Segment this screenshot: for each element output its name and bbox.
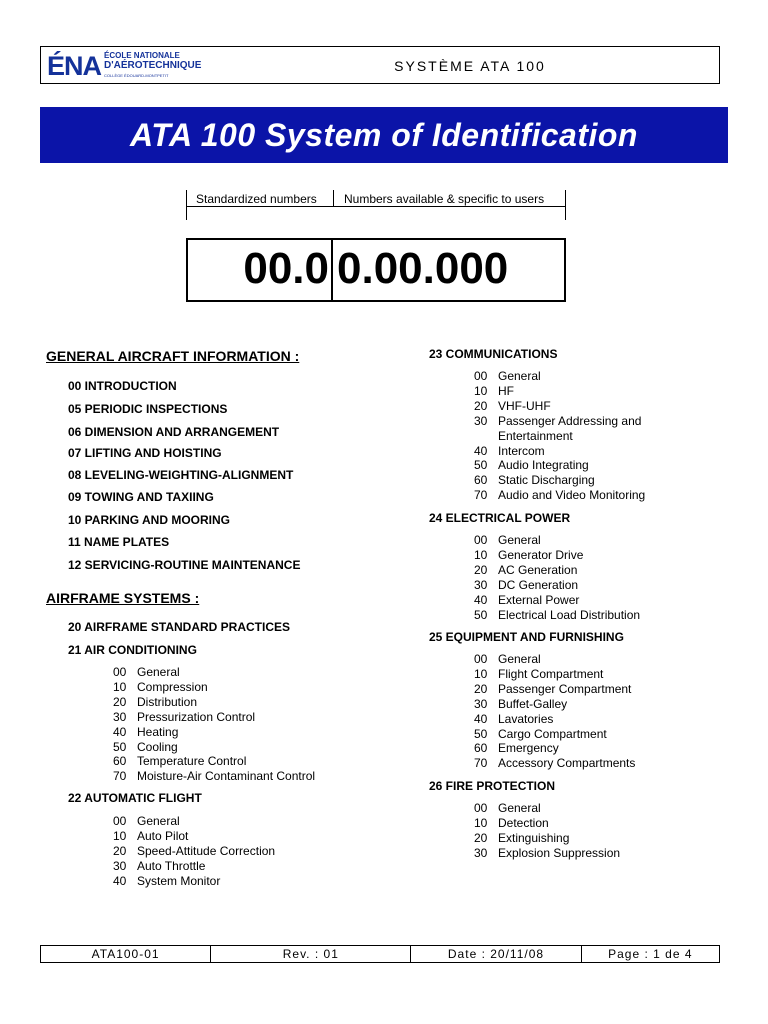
sub-item-number: 20	[474, 681, 488, 696]
sub-item-label: Electrical Load Distribution	[498, 607, 641, 622]
header-box	[40, 46, 720, 84]
sub-item-number: 40	[474, 711, 488, 726]
general-item: 06 DIMENSION AND ARRANGEMENT	[68, 425, 280, 439]
sub-item-number: 00	[474, 801, 488, 815]
sub-item-number: 10	[474, 383, 488, 398]
sub-item-label: Temperature Control	[137, 754, 247, 769]
sub-item-number: 10	[113, 679, 127, 694]
sub-item	[474, 682, 631, 696]
logo-line1: ÉCOLE NATIONALE	[104, 51, 180, 60]
sub-item-label: Audio Integrating	[498, 458, 589, 473]
sub-item-number: 10	[474, 815, 488, 830]
sub-item	[113, 829, 188, 843]
sub-item-label: Audio and Video Monitoring	[498, 488, 646, 503]
legend-standardized: Standardized numbers	[196, 192, 317, 206]
footer-revision: Rev. : 01	[211, 946, 411, 962]
sub-item	[113, 710, 255, 724]
sub-item-number: 40	[474, 443, 488, 458]
sub-item-number: 20	[474, 562, 488, 577]
sub-item-label: Flight Compartment	[498, 666, 604, 681]
sub-item-number: 10	[474, 547, 488, 562]
general-item: 07 LIFTING AND HOISTING	[68, 446, 222, 460]
sub-item-label: Entertainment	[498, 428, 573, 443]
sub-item-number: 00	[474, 533, 488, 547]
legend-tick-right	[565, 190, 566, 220]
sub-item-label: Lavatories	[498, 711, 554, 726]
logo-line3: COLLÈGE ÉDOUARD-MONTPETIT	[104, 73, 169, 78]
sub-item-label: Auto Throttle	[137, 859, 206, 873]
sub-item-number: 10	[474, 666, 488, 681]
sub-item-label: Buffet-Galley	[498, 696, 568, 711]
general-item: 09 TOWING AND TAXIING	[68, 490, 214, 504]
document-title: SYSTÈME ATA 100	[394, 58, 546, 74]
sub-item	[474, 369, 541, 383]
sub-item	[474, 608, 640, 622]
sub-item	[113, 769, 315, 783]
general-item: 00 INTRODUCTION	[68, 379, 177, 393]
sub-item	[474, 593, 579, 607]
sub-item-label: Cargo Compartment	[498, 726, 607, 741]
sub-item	[113, 740, 178, 754]
sub-item-label: General	[498, 801, 541, 815]
general-heading: GENERAL AIRCRAFT INFORMATION :	[46, 348, 300, 364]
sub-item-label: Explosion Suppression	[498, 845, 621, 860]
sub-item	[113, 725, 178, 739]
sub-item-number: 20	[474, 398, 488, 413]
sub-item	[113, 754, 246, 768]
code-standard-part: 00.0	[243, 244, 329, 293]
sub-item	[474, 712, 553, 726]
sub-item-number: 60	[474, 473, 488, 488]
sub-item	[474, 816, 549, 830]
airframe-item-20: 20 AIRFRAME STANDARD PRACTICES	[68, 620, 291, 634]
sub-item-label: General	[498, 533, 541, 547]
sub-item-label: Auto Pilot	[137, 829, 189, 843]
sub-item-label: HF	[498, 383, 514, 398]
sub-item-number: 30	[474, 413, 488, 428]
logo-line2: D'AÉROTECHNIQUE	[104, 60, 202, 71]
sub-item-label: Heating	[137, 724, 179, 739]
sub-item-label: General	[137, 665, 180, 679]
sub-item	[474, 727, 607, 741]
sub-item	[113, 859, 205, 873]
chapter-24: 24 ELECTRICAL POWER	[429, 511, 571, 525]
sub-item	[474, 473, 595, 487]
sub-item-label: Moisture-Air Contaminant Control	[137, 769, 316, 784]
sub-item-label: Static Discharging	[498, 473, 595, 488]
sub-item-number: 50	[113, 739, 127, 754]
sub-item	[474, 548, 583, 562]
sub-item-label: General	[137, 814, 180, 828]
sub-item-number: 40	[113, 724, 127, 739]
chapter-23: 23 COMMUNICATIONS	[429, 347, 558, 361]
sub-item	[113, 665, 180, 679]
sub-item-label: General	[498, 369, 541, 383]
general-item: 05 PERIODIC INSPECTIONS	[68, 402, 228, 416]
sub-item	[474, 652, 541, 666]
sub-item-number: 40	[474, 592, 488, 607]
sub-item-number: 70	[474, 756, 488, 771]
sub-item	[474, 399, 551, 413]
sub-item-number: 70	[474, 488, 488, 503]
sub-item-number: 30	[113, 709, 127, 724]
sub-item	[474, 697, 567, 711]
legend-tick-mid	[333, 190, 334, 206]
sub-item	[113, 680, 208, 694]
sub-item-number: 30	[474, 577, 488, 592]
sub-item-number: 30	[474, 845, 488, 860]
sub-item-number: 70	[113, 769, 127, 784]
sub-item-number: 10	[113, 829, 127, 843]
sub-item-number: 00	[113, 814, 127, 828]
sub-item-number: 30	[113, 859, 127, 873]
sub-item-label: Cooling	[137, 739, 178, 754]
sub-item	[474, 831, 569, 845]
sub-item-label: Accessory Compartments	[498, 756, 636, 771]
sub-item	[474, 429, 573, 443]
sub-item-label: Speed-Attitude Correction	[137, 844, 276, 858]
airframe-item-21: 21 AIR CONDITIONING	[68, 643, 197, 657]
sub-item-number: 00	[474, 369, 488, 383]
sub-item-label: DC Generation	[498, 577, 579, 592]
sub-item	[474, 667, 603, 681]
sub-item	[474, 444, 545, 458]
sub-item	[474, 756, 635, 770]
general-item: 08 LEVELING-WEIGHTING-ALIGNMENT	[68, 468, 294, 482]
chapter-26: 26 FIRE PROTECTION	[429, 779, 556, 793]
legend-tick-left	[186, 190, 187, 220]
sub-item-label: External Power	[498, 592, 580, 607]
airframe-item-22: 22 AUTOMATIC FLIGHT	[68, 791, 202, 805]
logo-mark: ÉNA	[47, 51, 102, 81]
sub-item	[474, 488, 645, 502]
footer-table	[40, 945, 720, 963]
sub-item-label: Pressurization Control	[137, 709, 256, 724]
sub-item	[474, 384, 514, 398]
sub-item-label: Compression	[137, 679, 208, 694]
footer-page: Page : 1 de 4	[608, 947, 693, 961]
code-user-part: 0.00.000	[337, 244, 509, 293]
sub-item-number: 20	[113, 694, 127, 709]
sub-item-number: 20	[113, 844, 127, 858]
general-item: 11 NAME PLATES	[68, 535, 170, 549]
sub-item	[474, 414, 641, 428]
sub-item-label: AC Generation	[498, 562, 578, 577]
sub-item	[113, 695, 197, 709]
sub-item	[474, 533, 541, 547]
sub-item-label: Detection	[498, 815, 549, 830]
sub-item	[474, 563, 577, 577]
airframe-heading: AIRFRAME SYSTEMS :	[46, 590, 200, 606]
sub-item-label: Emergency	[498, 741, 559, 756]
sub-item-label: Intercom	[498, 443, 545, 458]
sub-item	[474, 801, 541, 815]
sub-item-number: 60	[113, 754, 127, 769]
sub-item-label: Extinguishing	[498, 830, 570, 845]
sub-item-label: Passenger Addressing and	[498, 413, 642, 428]
ena-logo	[47, 53, 201, 79]
sub-item-label: Generator Drive	[498, 547, 584, 562]
sub-item-label: General	[498, 652, 541, 666]
sub-item-number: 30	[474, 696, 488, 711]
sub-item-label: Passenger Compartment	[498, 681, 632, 696]
general-item: 12 SERVICING-ROUTINE MAINTENANCE	[68, 558, 301, 572]
sub-item-label: System Monitor	[137, 874, 221, 888]
title-banner	[40, 107, 728, 163]
sub-item-label: Distribution	[137, 694, 198, 709]
sub-item-label: VHF-UHF	[498, 398, 551, 413]
sub-item	[474, 741, 559, 755]
sub-item	[113, 844, 275, 858]
banner-title: ATA 100 System of Identification	[130, 117, 638, 153]
footer-date: Date : 20/11/08	[411, 946, 581, 962]
legend-user-specific: Numbers available & specific to users	[344, 192, 545, 206]
sub-item	[474, 578, 578, 592]
footer-doc-id: ATA100-01	[41, 946, 211, 962]
sub-item-number: 20	[474, 830, 488, 845]
sub-item-number: 00	[113, 665, 127, 679]
sub-item	[474, 458, 589, 472]
sub-item	[113, 814, 180, 828]
sub-item-number: 00	[474, 652, 488, 666]
sub-item-number: 50	[474, 607, 488, 622]
general-item: 10 PARKING AND MOORING	[68, 513, 231, 527]
sub-item-number: 50	[474, 726, 488, 741]
sub-item	[474, 846, 620, 860]
code-divider	[331, 238, 333, 302]
sub-item-number: 40	[113, 874, 127, 888]
sub-item-number: 60	[474, 741, 488, 756]
chapter-25: 25 EQUIPMENT AND FURNISHING	[429, 630, 624, 644]
sub-item	[113, 874, 220, 888]
sub-item-number: 50	[474, 458, 488, 473]
